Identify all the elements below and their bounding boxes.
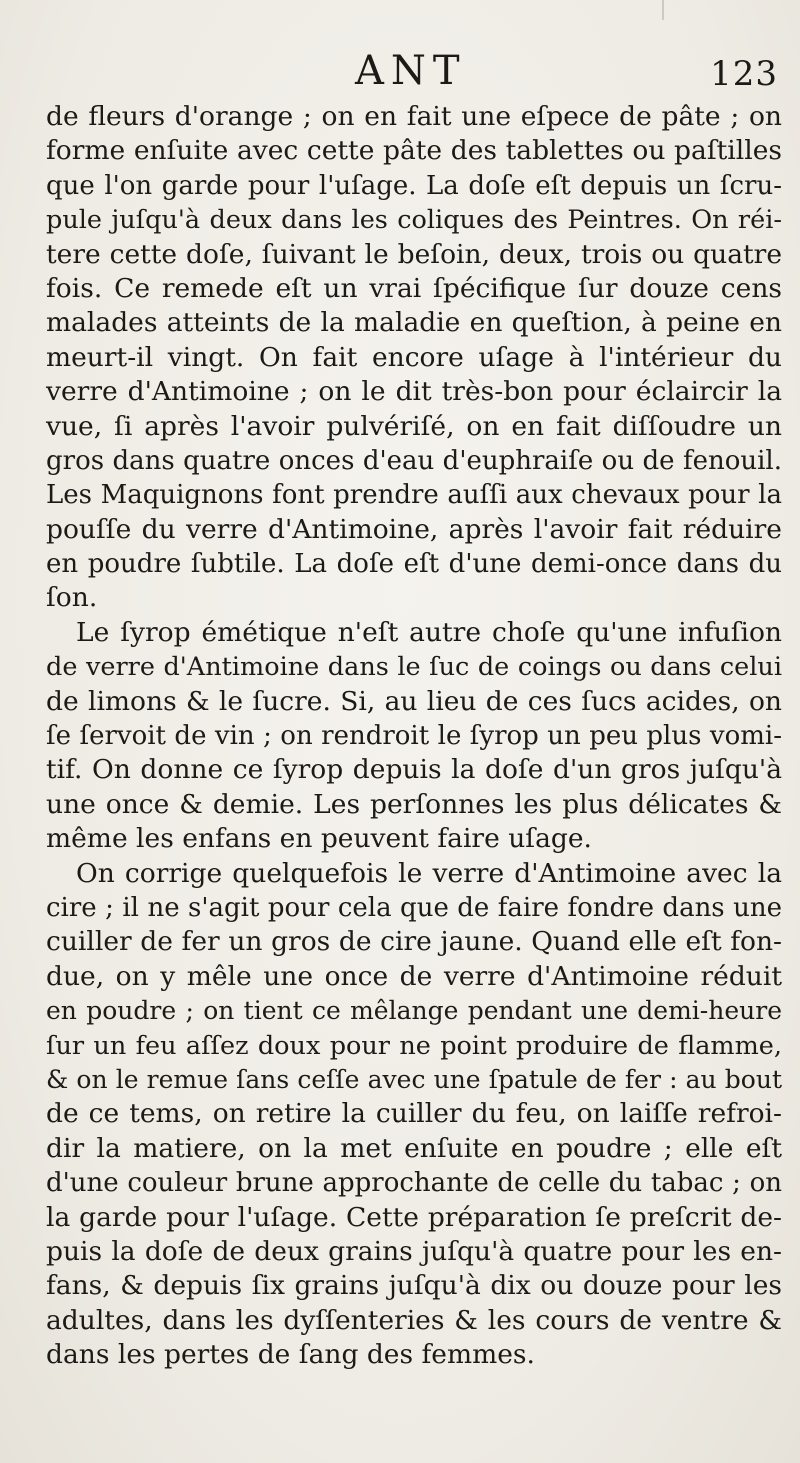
text-line: en poudre ſubtile. La doſe eſt d'une demi-once dans du xyxy=(46,549,782,580)
text-line: malades atteints de la maladie en queſtion, à peine en xyxy=(46,307,782,339)
text-line: ſe ſervoit de vin ; on rendroit le ſyrop un peu plus vomi- xyxy=(46,721,782,752)
text-line: même les enfans en peuvent faire uſage. xyxy=(46,823,592,855)
page-header xyxy=(0,44,800,94)
paragraph-first-line: Le ſyrop émétique n'eſt autre choſe qu'une infuſion xyxy=(76,616,782,648)
text-line: tif. On donne ce ſyrop depuis la doſe d'un gros juſqu'à xyxy=(46,754,782,786)
text-line: dans les pertes de ſang des femmes. xyxy=(46,1339,535,1371)
text-line: cire ; il ne s'agit pour cela que de faire fondre dans une xyxy=(46,892,782,923)
text-line: tere cette doſe, ſuivant le beſoin, deux, trois ou quatre xyxy=(46,238,782,270)
text-line: ſon. xyxy=(46,582,98,614)
text-line: verre d'Antimoine ; on le dit très-bon pour éclaircir la xyxy=(46,376,782,408)
text-line: pouſſe du verre d'Antimoine, après l'avoir fait réduire xyxy=(46,513,782,545)
body-text xyxy=(46,100,782,1372)
text-line: vue, ſi après l'avoir pulvériſé, on en fait diſſoudre un xyxy=(46,410,782,442)
text-line: d'une couleur brune approchante de celle du tabac ; on xyxy=(46,1168,782,1199)
text-line: de fleurs d'orange ; on en fait une eſpece de pâte ; on xyxy=(46,101,782,132)
page-number: 123 xyxy=(710,54,778,94)
text-line: une once & demie. Les perſonnes les plus délicates & xyxy=(46,788,782,820)
text-line: de limons & le ſucre. Si, au lieu de ces ſucs acides, on xyxy=(46,685,782,717)
text-line: fans, & depuis ſix grains juſqu'à dix ou douze pour les xyxy=(46,1270,782,1302)
page-edge-mark xyxy=(662,0,664,20)
text-line: ſur un feu aſſez doux pour ne point produire de flamme, xyxy=(46,1030,782,1061)
text-line: de ce tems, on retire la cuiller du feu, on laiſſe refroi- xyxy=(46,1098,782,1130)
text-line: forme enſuite avec cette pâte des tablettes ou paſtilles xyxy=(46,135,782,167)
text-line: pule juſqu'à deux dans les coliques des Peintres. On réi- xyxy=(46,205,782,236)
text-line: cuiller de fer un gros de cire jaune. Quand elle eſt fon- xyxy=(46,926,782,958)
running-head: ANT xyxy=(355,48,467,94)
text-line: gros dans quatre onces d'eau d'euphraiſe ou de fenouil. xyxy=(46,445,782,476)
text-line: en poudre ; on tient ce mêlange pendant une demi-heure xyxy=(46,996,782,1026)
text-line: due, on y mêle une once de verre d'Antimoine réduit xyxy=(46,960,782,992)
text-line: de verre d'Antimoine dans le ſuc de coings ou dans celui xyxy=(46,652,782,683)
text-line: dir la matiere, on la met enſuite en poudre ; elle eſt xyxy=(46,1132,782,1164)
text-line: fois. Ce remede eſt un vrai ſpécifique ſur douze cens xyxy=(46,272,782,304)
text-line: & on le remue ſans ceſſe avec une ſpatule de fer : au bout xyxy=(46,1064,782,1094)
text-line: meurt-il vingt. On fait encore uſage à l'intérieur du xyxy=(46,341,782,373)
text-line: adultes, dans les dyſſenteries & les cours de ventre & xyxy=(46,1304,782,1336)
text-line: Les Maquignons font prendre auſſi aux chevaux pour la xyxy=(46,480,782,511)
paragraph-first-line: On corrige quelquefois le verre d'Antimoine avec la xyxy=(76,857,782,889)
text-line: que l'on garde pour l'uſage. La doſe eſt depuis un ſcru- xyxy=(46,170,782,201)
text-line: puis la doſe de deux grains juſqu'à quatre pour les en- xyxy=(46,1235,782,1267)
text-line: la garde pour l'uſage. Cette préparation ſe preſcrit de- xyxy=(46,1201,782,1233)
